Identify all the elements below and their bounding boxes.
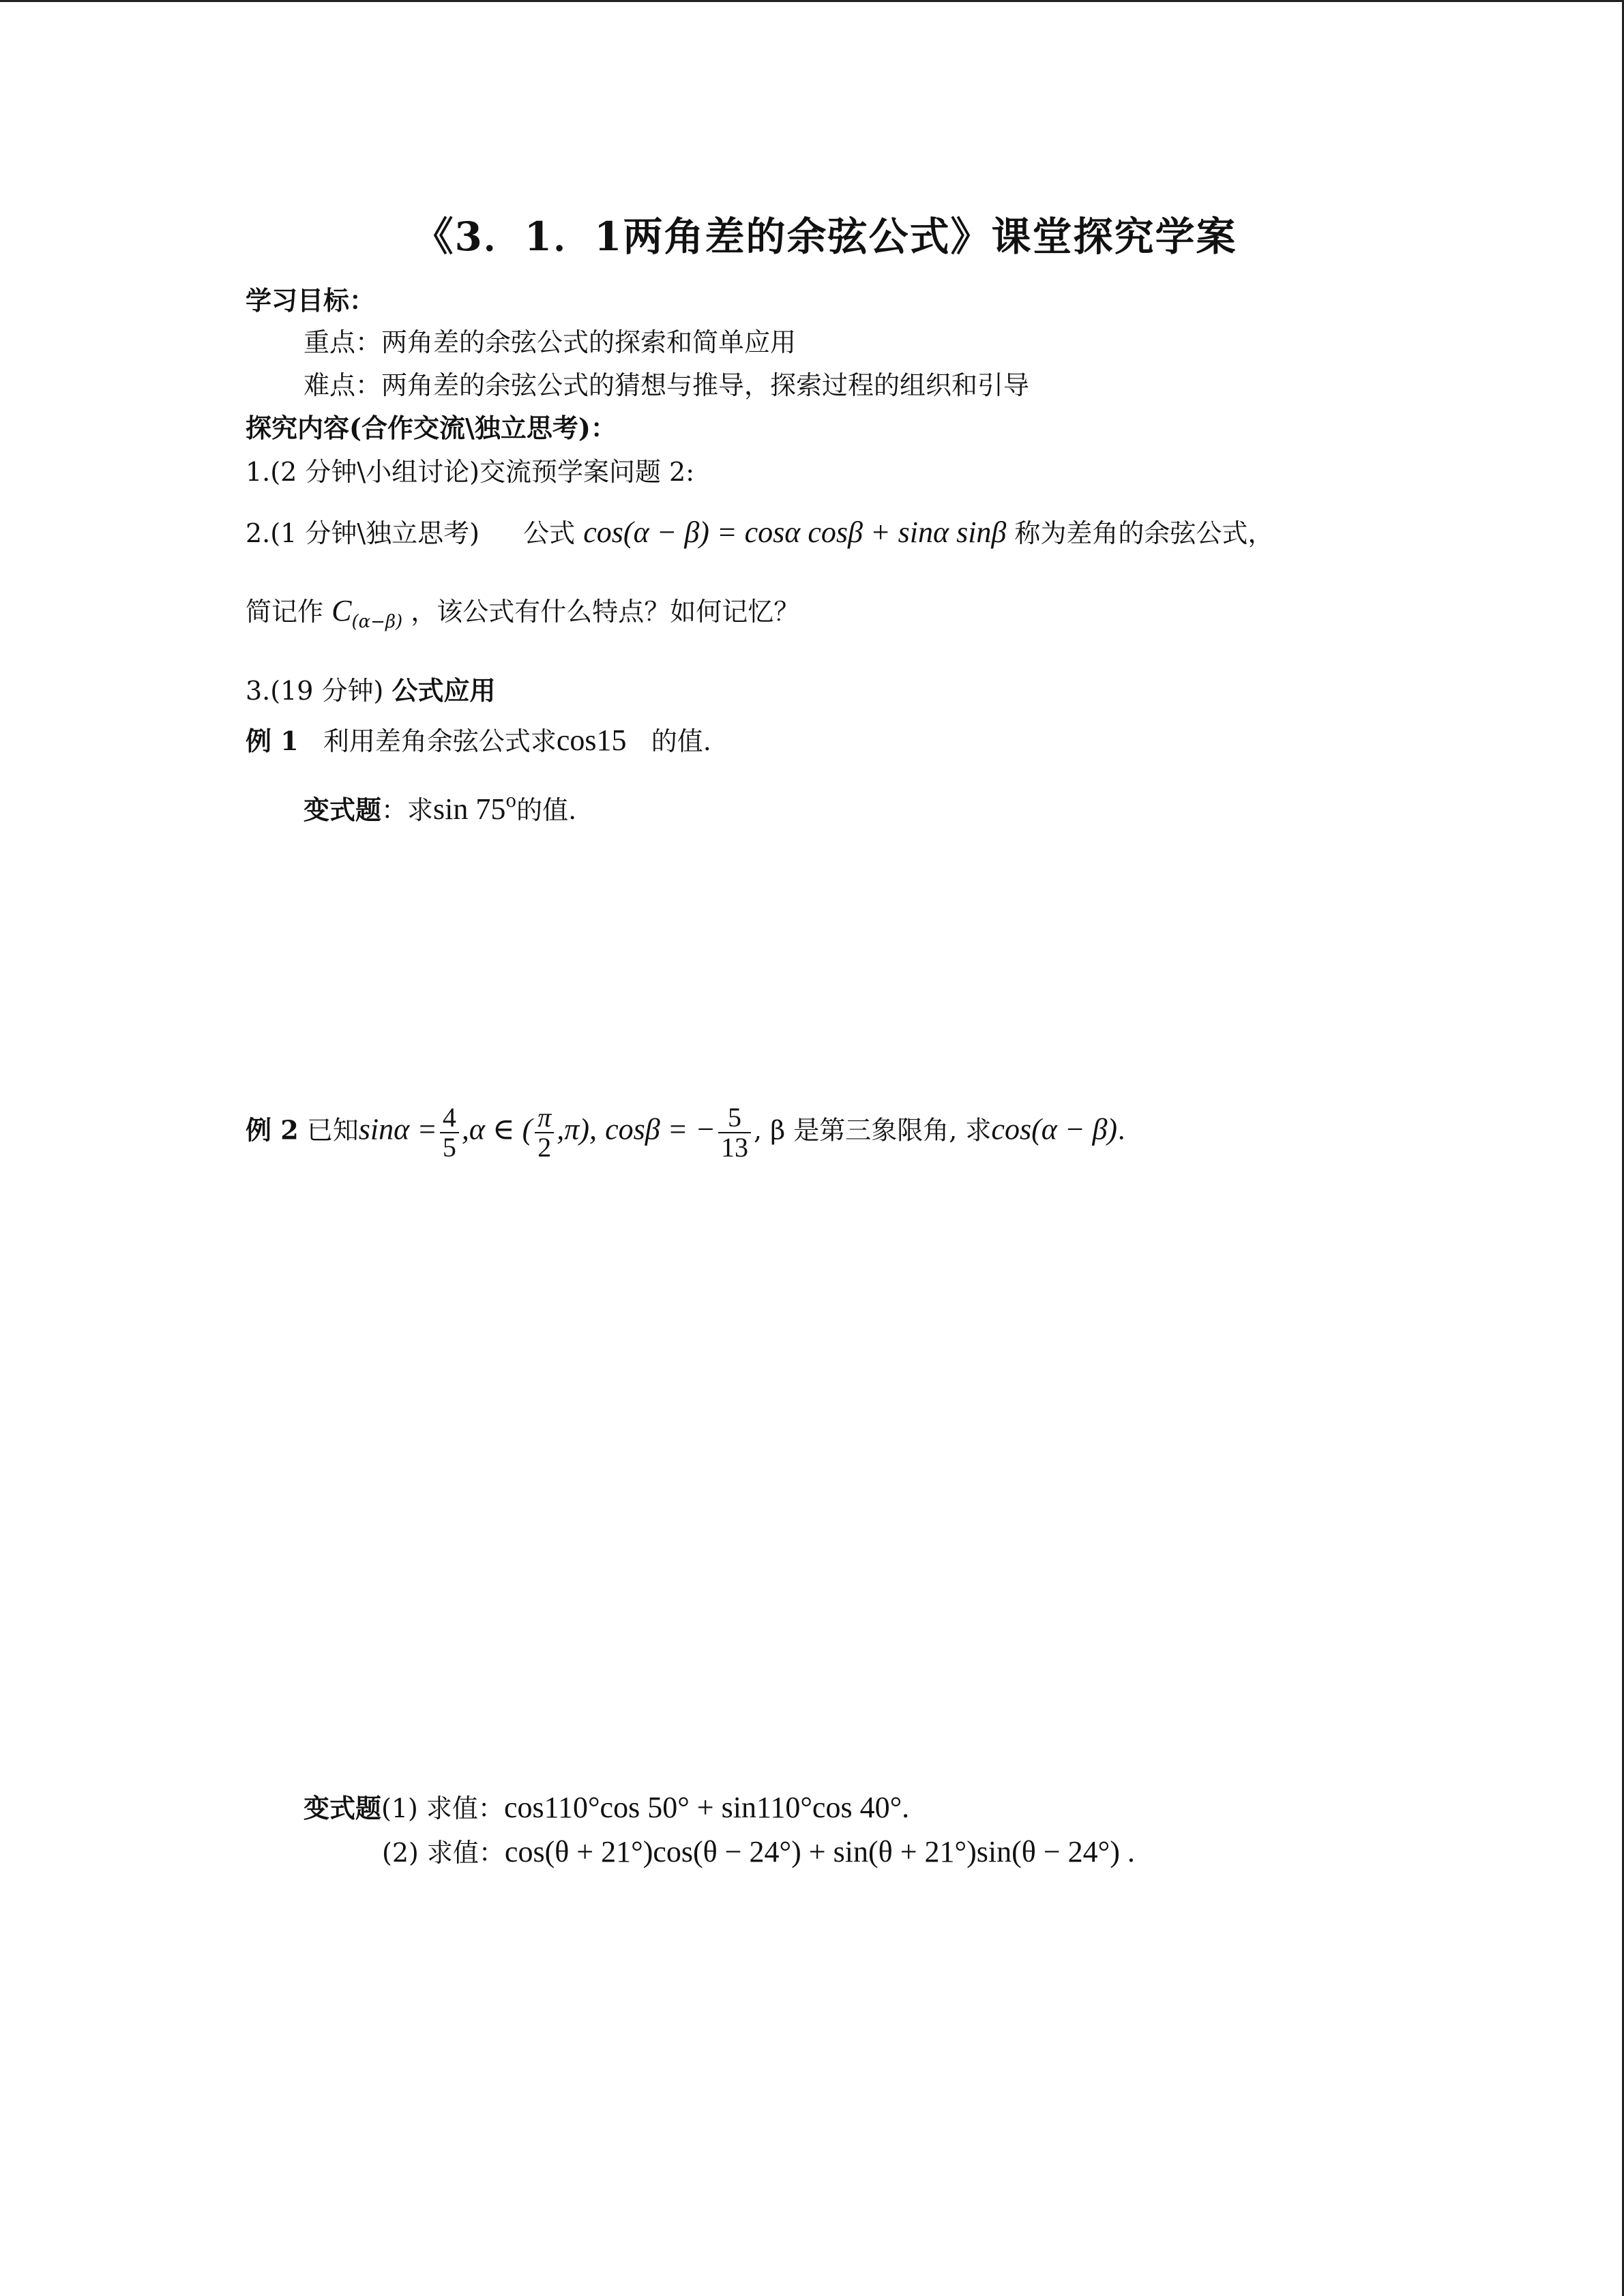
example-1-label: 例 1 [246, 726, 299, 756]
notation-prefix: 简记作 [246, 597, 324, 627]
cos-beta-lhs: cosβ = − [605, 1112, 716, 1146]
objective-difficult-point: 难点：两角差的余弦公式的猜想与推导，探索过程的组织和引导 [304, 370, 1030, 400]
explore-item-2-prefix: 2.(1 分钟\独立思考) [246, 518, 479, 548]
notation-suffix: ，该公式有什么特点？如何记忆？ [411, 597, 800, 627]
explore-heading: 探究内容(合作交流\独立思考)： [246, 413, 617, 443]
explore-item-3-prefix: 3.(19 分钟) [246, 676, 384, 706]
interval-close: ,π), [557, 1112, 597, 1146]
fraction-denominator: 2 [537, 1132, 552, 1163]
example-1-variant [304, 791, 576, 828]
fraction-numerator: π [535, 1103, 554, 1133]
objective-key-point: 重点：两角差的余弦公式的探索和简单应用 [304, 327, 797, 357]
variant-degree: o [505, 791, 517, 811]
variant-label: 变式题 [304, 794, 382, 825]
example-2-label: 例 2 [246, 1114, 299, 1146]
variant-2-prefix: (2) 求值： [382, 1838, 505, 1868]
variant-colon: ： [381, 795, 408, 825]
example-2-ask: cos(α − β) [991, 1112, 1118, 1146]
variant-1-prefix: (1) 求值： [381, 1793, 504, 1823]
difference-cosine-formula: cos(α − β) = cosα cosβ + sinα sinβ [583, 516, 1007, 549]
variant-problem-2 [382, 1834, 1135, 1870]
fraction-numerator: 5 [718, 1103, 751, 1133]
fraction-denominator: 5 [442, 1132, 456, 1163]
example-1-suffix: 的值. [651, 726, 711, 756]
fraction-five-thirteenths [718, 1103, 751, 1162]
document-title: 《3．1．1两角差的余弦公式》课堂探究学案 [413, 213, 1237, 260]
variant-1-expr: cos110°cos 50° + sin110°cos 40°. [503, 1791, 910, 1824]
explore-item-2-formula-label: 公式 [523, 518, 576, 548]
fraction-four-fifths [440, 1103, 459, 1162]
explore-item-1: 1.(2 分钟\小组讨论)交流预学案问题 2: [246, 457, 695, 487]
variant-expr: sin 75 [433, 792, 506, 826]
example-2-end: . [1117, 1115, 1126, 1146]
notation-symbol: C [331, 594, 352, 627]
explore-item-2 [246, 515, 1273, 551]
example-1-text: 利用差角余弦公式求 [323, 726, 557, 756]
example-1-expr: cos15 [556, 724, 627, 757]
explore-item-3-heading: 公式应用 [392, 675, 496, 706]
example-1 [246, 723, 711, 759]
variants-label: 变式题 [304, 1793, 382, 1823]
fraction-pi-over-two [535, 1103, 554, 1162]
variant-2-expr: cos(θ + 21°)cos(θ − 24°) + sin(θ + 21°)sin(θ − 24°) . [504, 1835, 1135, 1868]
variant-prefix: 求 [407, 795, 434, 825]
page-frame-top [0, 0, 1624, 2]
beta-quadrant-text: , β 是第三象限角, 求 [754, 1115, 992, 1146]
notation-subscript: (α−β) [351, 612, 403, 632]
sin-alpha-lhs: sinα = [358, 1112, 437, 1146]
formula-notation-line [246, 593, 799, 633]
example-2 [246, 1103, 1125, 1162]
fraction-numerator: 4 [440, 1103, 459, 1133]
variant-problem-1 [304, 1790, 909, 1826]
objectives-heading: 学习目标： [246, 285, 376, 316]
variant-suffix: 的值. [516, 795, 577, 825]
alpha-in: ,α ∈ ( [461, 1112, 533, 1146]
explore-item-2-suffix: 称为差角的余弦公式， [1014, 518, 1274, 548]
explore-item-3 [246, 675, 495, 707]
example-2-given: 已知 [306, 1115, 359, 1146]
fraction-denominator: 13 [721, 1132, 749, 1163]
